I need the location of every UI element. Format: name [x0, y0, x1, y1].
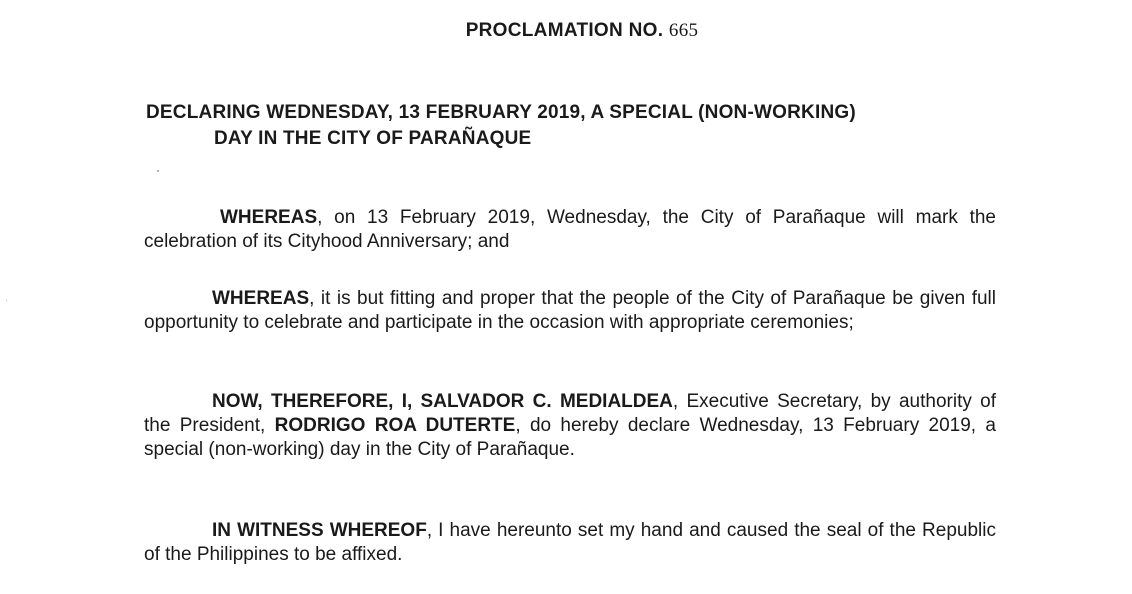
whereas-text-1: , on 13 February 2019, Wednesday, the City of Parañaque will mark the celebration of its Cityhood Anniversary; and: [144, 207, 996, 252]
now-therefore-lead: NOW, THEREFORE, I, SALVADOR C. MEDIALDEA: [212, 391, 673, 412]
proclamation-subject: [146, 100, 1006, 152]
now-therefore-paragraph: [144, 390, 996, 462]
whereas-paragraph-2: [144, 287, 996, 335]
witness-lead: IN WITNESS WHEREOF: [212, 520, 427, 541]
page-title: [16, 20, 1132, 42]
whereas-lead-2: WHEREAS: [212, 288, 310, 309]
whereas-paragraph-1: [144, 206, 996, 254]
whereas-text-2: , it is but fitting and proper that the people of the City of Parañaque be given full opportunity to celebrate and participate in the occasion with appropriate ceremonies;: [144, 288, 996, 333]
now-therefore-text-2: , do hereby declare Wednesday, 13 February 2019, a special (non-working) day in the City of Parañaque.: [144, 415, 996, 460]
witness-paragraph: [144, 519, 996, 567]
subject-line-2: DAY IN THE CITY OF PARAÑAQUE: [214, 128, 532, 149]
subject-line-1: DECLARING WEDNESDAY, 13 FEBRUARY 2019, A SPECIAL (NON-WORKING): [146, 102, 856, 123]
now-therefore-text-1: , Executive Secretary, by authority of the President,: [144, 391, 996, 436]
proclamation-number: 665: [668, 20, 699, 41]
witness-text: , I have hereunto set my hand and caused the seal of the Republic of the Philippines to be affixed.: [144, 520, 996, 565]
whereas-lead-1: WHEREAS: [220, 207, 318, 228]
scan-speck: [157, 170, 159, 172]
president-name: RODRIGO ROA DUTERTE: [274, 415, 516, 436]
scan-speck: [6, 300, 7, 301]
proclamation-label: PROCLAMATION NO.: [465, 20, 664, 41]
